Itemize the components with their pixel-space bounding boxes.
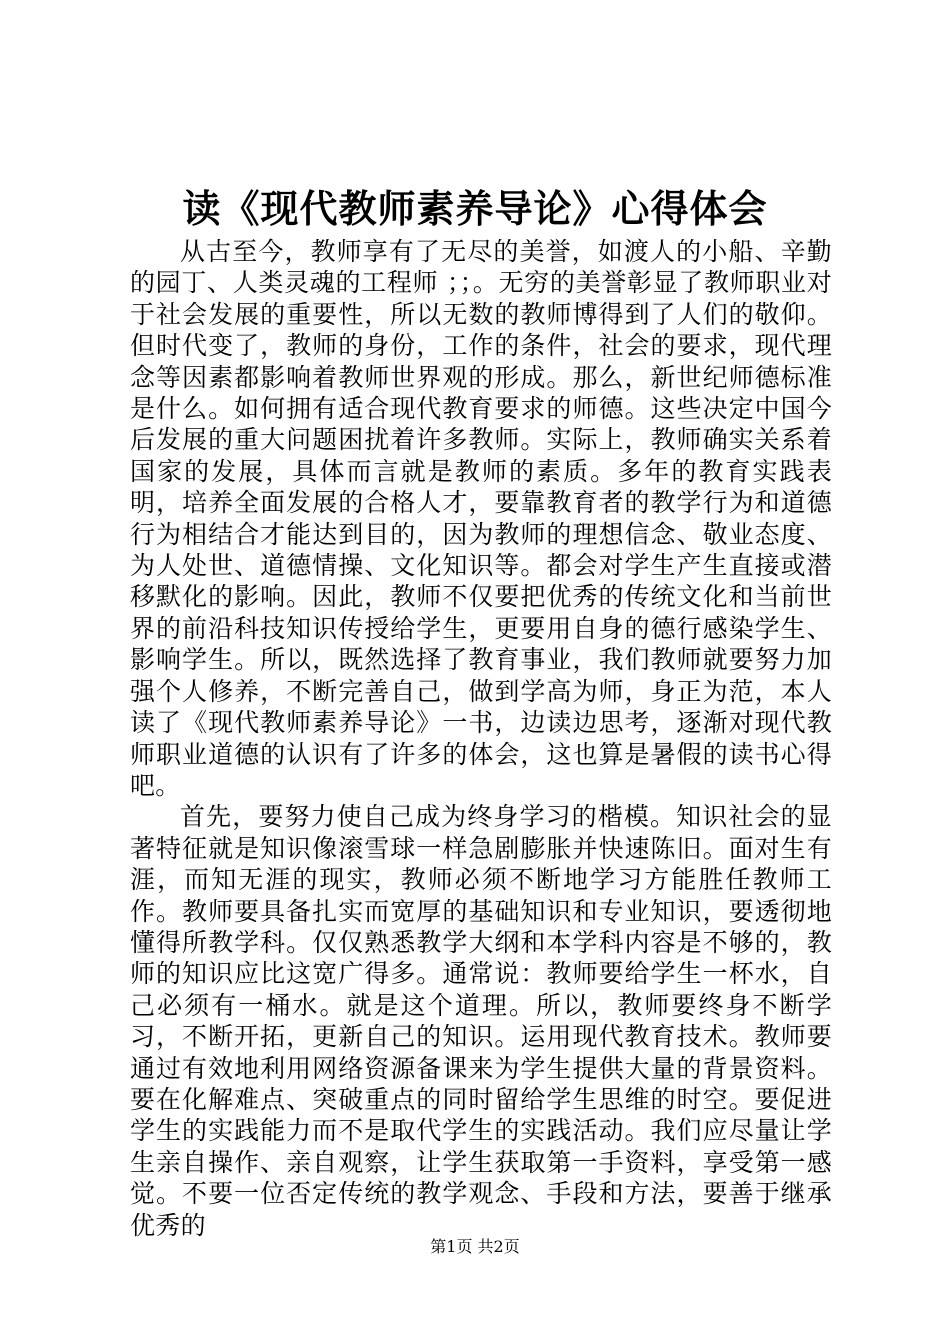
document-body: [130, 236, 832, 1241]
paragraph-intro: 从古至今，教师享有了无尽的美誉，如渡人的小船、辛勤的园丁、人类灵魂的工程师 ；；。无穷的美誉彰显了教师职业对于社会发展的重要性，所以无数的教师博得到了人们的敬仰。但时代变了，教师的身份，工作的条件，社会的要求，现代理念等因素都影响着教师世界观的形成。那么，新世纪师德标准是什么。如何拥有适合现代教育要求的师德。这些决定中国今后发展的重大问题困扰着许多教师。实际上，教师确实关系着国家的发展，具体而言就是教师的素质。多年的教育实践表明，培养全面发展的合格人才，要靠教育者的教学行为和道德行为相结合才能达到目的，因为教师的理想信念、敬业态度、为人处世、道德情操、文化知识等。都会对学生产生直接或潜移默化的影响。因此，教师不仅要把优秀的传统文化和当前世界的前沿科技知识传授给学生，更要用自身的德行感染学生、影响学生。所以，既然选择了教育事业，我们教师就要努力加强个人修养，不断完善自己，做到学高为师，身正为范，本人读了《现代教师素养导论》一书，边读边思考，逐渐对现代教师职业道德的认识有了许多的体会，这也算是暑假的读书心得吧。: [130, 237, 832, 800]
paragraph-first-point: 首先，要努力使自己成为终身学习的楷模。知识社会的显著特征就是知识像滚雪球一样急剧膨胀并快速陈旧。面对生有涯，而知无涯的现实，教师必须不断地学习方能胜任教师工作。教师要具备扎实而宽厚的基础知识和专业知识，要透彻地懂得所教学科。仅仅熟悉教学大纲和本学科内容是不够的，教师的知识应比这宽广得多。通常说：教师要给学生一杯水，自己必须有一桶水。就是这个道理。所以，教师要终身不断学习，不断开拓，更新自己的知识。运用现代教育技术。教师要通过有效地利用网络资源备课来为学生提供大量的背景资料。要在化解难点、突破重点的同时留给学生思维的时空。要促进学生的实践能力而不是取代学生的实践活动。我们应尽量让学生亲自操作、亲自观察，让学生获取第一手资料，享受第一感觉。不要一位否定传统的教学观念、手段和方法，要善于继承优秀的: [130, 802, 832, 1240]
document-title: 读《现代教师素养导论》心得体会: [182, 187, 768, 231]
page-number-footer: 第1页 共2页: [430, 1237, 520, 1256]
